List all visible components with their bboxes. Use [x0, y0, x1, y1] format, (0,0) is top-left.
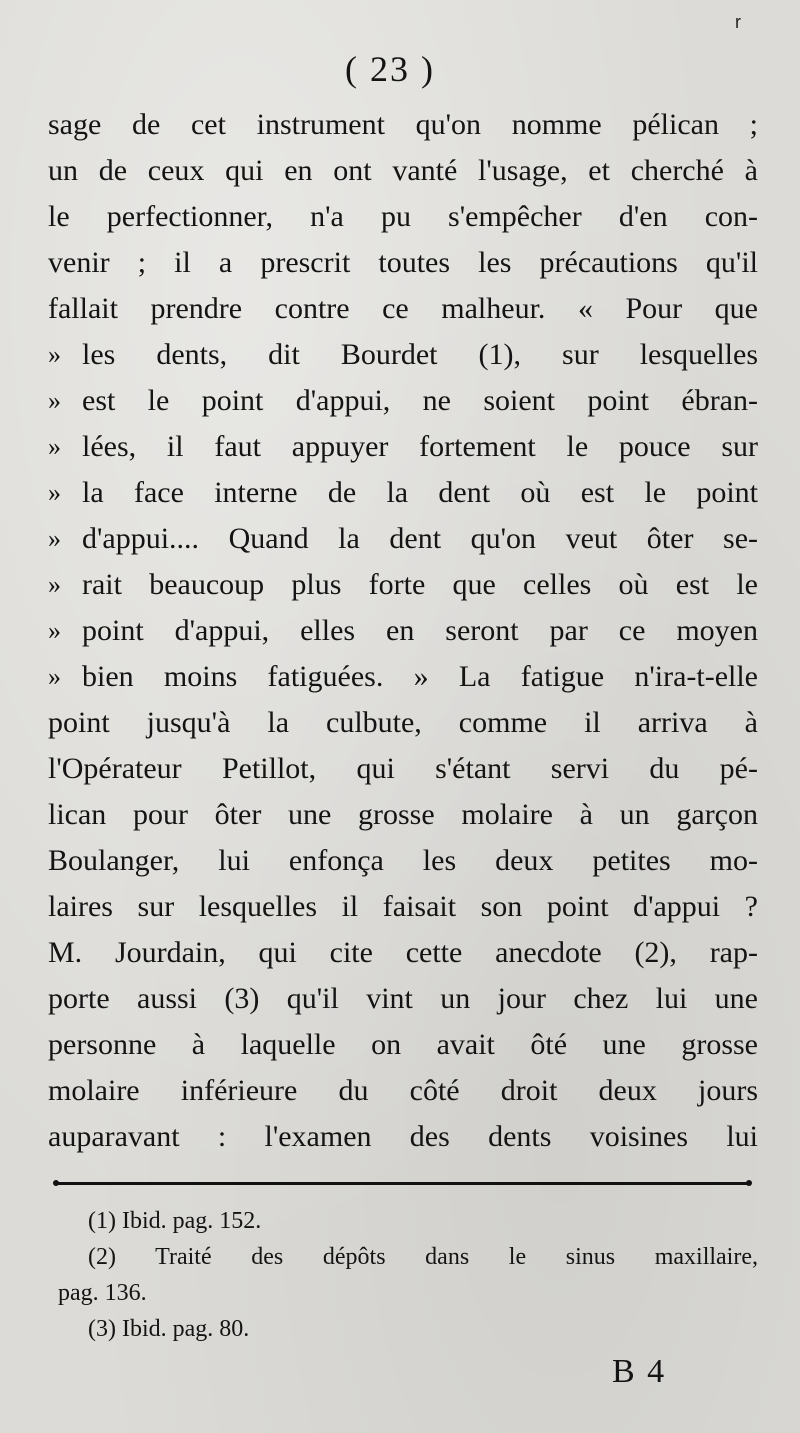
text-line: venir ; il a prescrit toutes les précautions qu'il: [48, 246, 758, 279]
quote-line: [48, 424, 758, 470]
footnotes: [58, 1203, 758, 1347]
text-line: molaire inférieure du côté droit deux jours: [48, 1074, 758, 1107]
footnote: (3) Ibid. pag. 80.: [88, 1316, 250, 1342]
signature-mark: B 4: [612, 1353, 667, 1390]
text-line: le perfectionner, n'a pu s'empêcher d'en con-: [48, 200, 758, 233]
footnote-divider: [55, 1182, 750, 1185]
text-line: auparavant : l'examen des dents voisines lui: [48, 1120, 758, 1153]
quote-text: rait beaucoup plus forte que celles où est le: [82, 568, 758, 601]
quote-line: [48, 608, 758, 654]
text-line: fallait prendre contre ce malheur. « Pour que: [48, 292, 758, 325]
quote-mark: »: [48, 432, 61, 461]
text-line: Boulanger, lui enfonça les deux petites mo-: [48, 844, 758, 877]
quote-text: bien moins fatiguées. » La fatigue n'ira-t-elle: [82, 660, 758, 693]
quote-text: la face interne de la dent où est le point: [82, 476, 758, 509]
page-number: ( 23 ): [345, 49, 435, 89]
text-line: sage de cet instrument qu'on nomme pélican ;: [48, 108, 758, 141]
quote-text: les dents, dit Bourdet (1), sur lesquelles: [82, 338, 758, 371]
text-line: l'Opérateur Petillot, qui s'étant servi du pé-: [48, 752, 758, 785]
quote-text: d'appui.... Quand la dent qu'on veut ôter se-: [82, 522, 758, 555]
quote-line: [48, 516, 758, 562]
quote-line: [48, 378, 758, 424]
text-line: personne à laquelle on avait ôté une grosse: [48, 1028, 758, 1061]
quote-mark: »: [48, 478, 61, 507]
text-line: point jusqu'à la culbute, comme il arriva à: [48, 706, 758, 739]
quote-mark: »: [48, 386, 61, 415]
quote-mark: »: [48, 340, 61, 369]
main-text: [48, 102, 758, 1160]
quote-line: [48, 654, 758, 700]
quote-text: est le point d'appui, ne soient point ébran-: [82, 384, 758, 417]
quote-mark: »: [48, 616, 61, 645]
quote-mark: »: [48, 570, 61, 599]
footnote: (1) Ibid. pag. 152.: [88, 1208, 262, 1234]
footnote: (2) Traité des dépôts dans le sinus maxillaire,: [88, 1244, 758, 1270]
text-line: un de ceux qui en ont vanté l'usage, et cherché à: [48, 154, 758, 187]
quote-text: lées, il faut appuyer fortement le pouce sur: [82, 430, 758, 463]
text-line: porte aussi (3) qu'il vint un jour chez lui une: [48, 982, 758, 1015]
quote-line: [48, 470, 758, 516]
quote-mark: »: [48, 524, 61, 553]
quote-text: point d'appui, elles en seront par ce moyen: [82, 614, 758, 647]
text-line: M. Jourdain, qui cite cette anecdote (2), rap-: [48, 936, 758, 969]
corner-mark: r: [735, 12, 741, 32]
text-line: lican pour ôter une grosse molaire à un garçon: [48, 798, 758, 831]
quote-line: [48, 562, 758, 608]
quote-mark: »: [48, 662, 61, 691]
footnote-continuation: pag. 136.: [58, 1280, 147, 1306]
quote-line: [48, 332, 758, 378]
text-line: laires sur lesquelles il faisait son point d'appui ?: [48, 890, 758, 923]
